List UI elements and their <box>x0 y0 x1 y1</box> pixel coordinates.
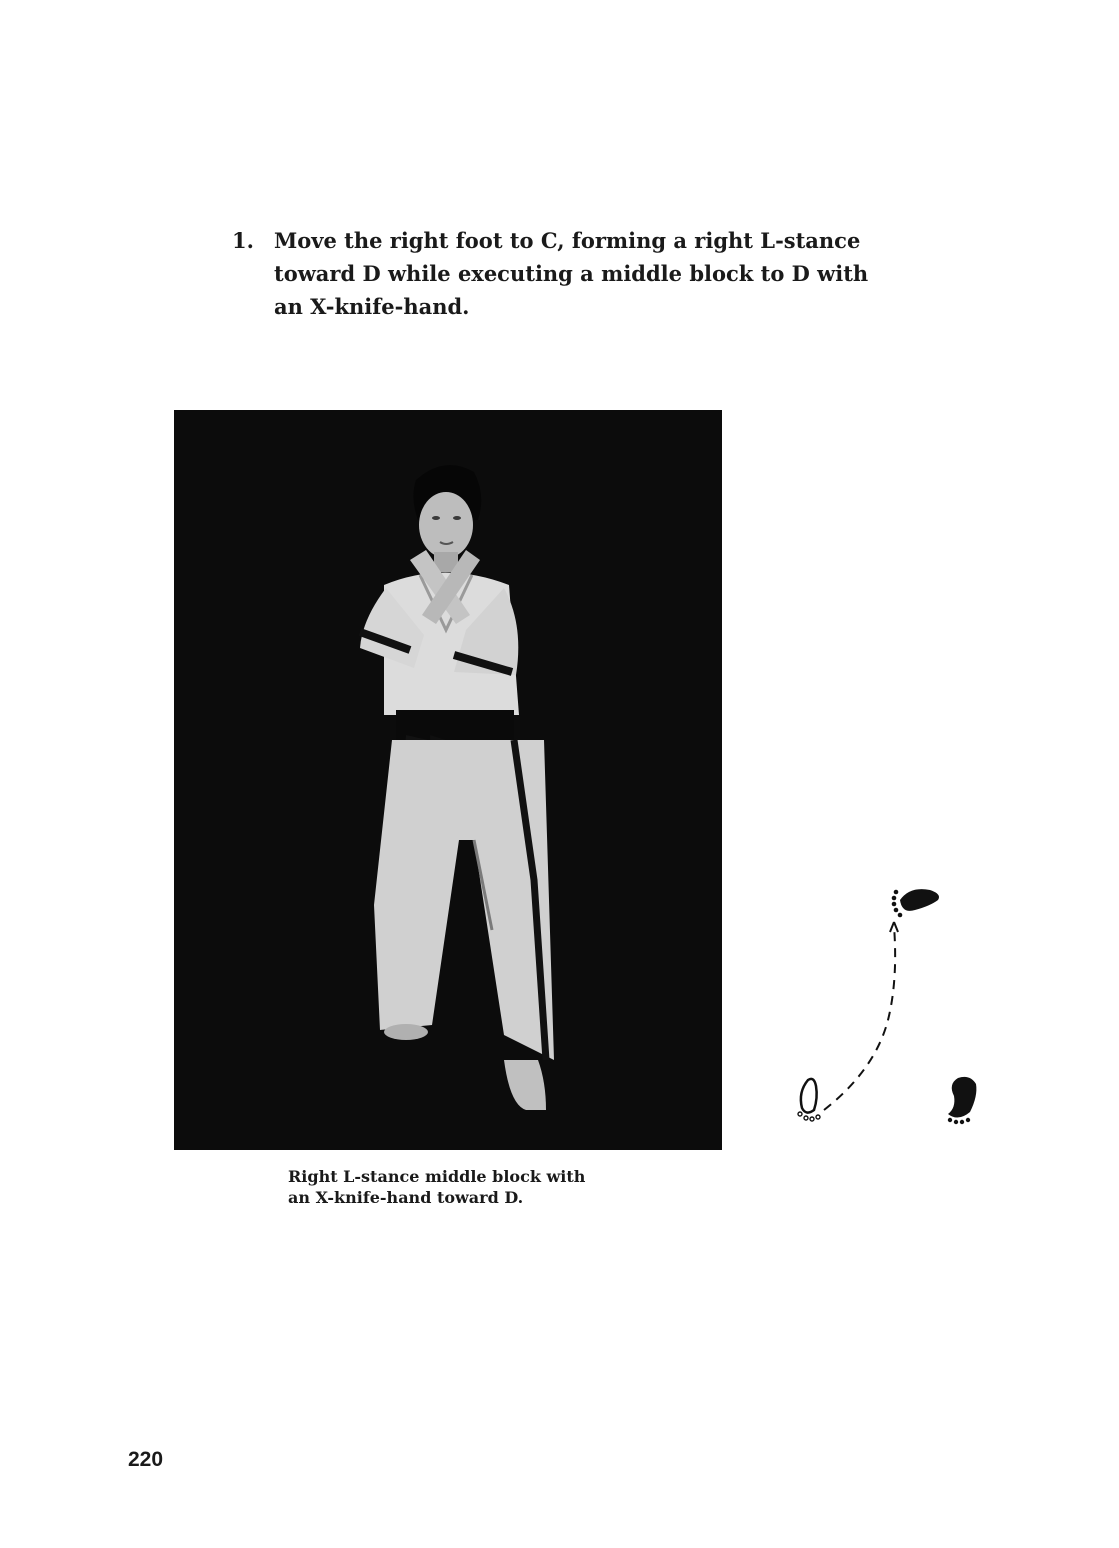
caption-line: Right L-stance middle block with <box>288 1167 586 1186</box>
footprint-filled-icon <box>948 1077 977 1124</box>
step-text <box>274 224 872 323</box>
footwork-diagram-svg <box>780 870 1000 1140</box>
footwork-diagram <box>780 870 1000 1140</box>
photo-caption <box>288 1166 585 1208</box>
practitioner-illustration <box>174 410 722 1150</box>
page-number: 220 <box>128 1448 164 1471</box>
step-text-line: Move the right foot to C, forming a right L-stance <box>274 228 861 253</box>
step-text-line: an X-knife-hand. <box>274 294 470 319</box>
instruction-step <box>232 224 872 323</box>
arrow-up-icon <box>890 922 898 932</box>
technique-photo <box>174 410 722 1150</box>
caption-line: an X-knife-hand toward D. <box>288 1188 524 1207</box>
step-number: 1. <box>232 228 254 253</box>
footprint-outline-icon <box>798 1079 820 1121</box>
step-text-line: toward D while executing a middle block to D with <box>274 261 869 286</box>
footprint-filled-icon <box>892 889 939 917</box>
